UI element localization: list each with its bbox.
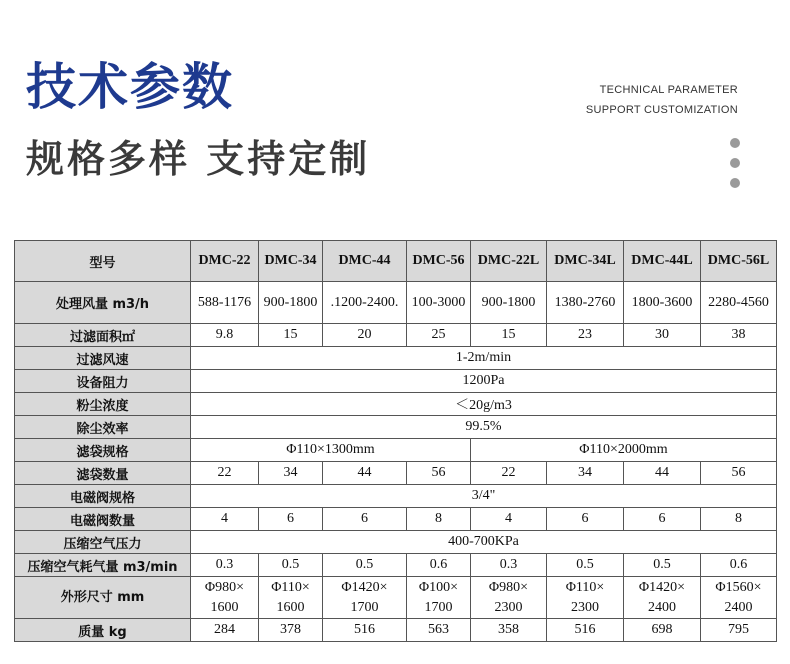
table-cell: 378 [259, 619, 323, 642]
merged-cell: 99.5% [191, 416, 777, 439]
table-cell: 0.5 [547, 554, 624, 577]
table-cell: 56 [701, 462, 777, 485]
table-cell: 563 [407, 619, 471, 642]
dimension-line-2: 2300 [494, 599, 523, 615]
table-cell: 795 [701, 619, 777, 642]
table-row [15, 619, 777, 642]
table-cell: 1800-3600 [624, 282, 701, 324]
model-cell: DMC-56L [701, 241, 777, 282]
table-cell: 2280-4560 [701, 282, 777, 324]
table-row [15, 554, 777, 577]
dimension-line-1: Φ980× [204, 579, 245, 595]
table-cell: 15 [471, 324, 547, 347]
table-cell [701, 577, 777, 619]
table-row [15, 577, 777, 619]
model-cell: DMC-34 [259, 241, 323, 282]
table-cell: 0.5 [259, 554, 323, 577]
table-cell: 358 [471, 619, 547, 642]
merged-cell: ＜20g/m3 [191, 393, 777, 416]
table-row [15, 370, 777, 393]
table-cell: 698 [624, 619, 701, 642]
row-label: 设备阻力 [15, 370, 191, 393]
row-label: 处理风量 m3/h [15, 282, 191, 324]
table-row [15, 508, 777, 531]
merged-cell: 400-700KPa [191, 531, 777, 554]
dimension-line-2: 1600 [210, 599, 239, 615]
table-cell [471, 577, 547, 619]
table-cell: 8 [407, 508, 471, 531]
table-cell: 900-1800 [259, 282, 323, 324]
table-row [15, 485, 777, 508]
row-label: 滤袋规格 [15, 439, 191, 462]
dimension-line-2: 1600 [276, 599, 305, 615]
row-label: 电磁阀数量 [15, 508, 191, 531]
table-cell: 6 [259, 508, 323, 531]
dimension-line-1: Φ1560× [715, 579, 762, 595]
vertical-dots-icon [730, 138, 742, 198]
dimension-line-2: 1700 [350, 599, 379, 615]
dot-icon [730, 158, 740, 168]
dimension-line-2: 2300 [571, 599, 599, 615]
row-label: 外形尺寸 mm [15, 577, 191, 619]
table-cell: 0.6 [407, 554, 471, 577]
dimension-line-2: 1700 [424, 599, 453, 615]
table-cell [624, 577, 701, 619]
row-label: 滤袋数量 [15, 462, 191, 485]
table-cell: 0.5 [323, 554, 407, 577]
table-cell [323, 577, 407, 619]
table-cell: 38 [701, 324, 777, 347]
table-row [15, 282, 777, 324]
table-row [15, 439, 777, 462]
table-cell: 44 [323, 462, 407, 485]
table-cell: 30 [624, 324, 701, 347]
table-cell: 516 [547, 619, 624, 642]
row-label: 过滤面积㎡ [15, 324, 191, 347]
merged-cell: Φ110×2000mm [471, 439, 777, 462]
table-cell [547, 577, 624, 619]
dot-icon [730, 138, 740, 148]
page-title: 技术参数 [26, 58, 234, 116]
english-title: TECHNICAL PARAMETER [599, 84, 738, 96]
table-cell: 9.8 [191, 324, 259, 347]
dimension-line-2: 2400 [724, 599, 753, 615]
table-cell: .1200-2400. [323, 282, 407, 324]
dot-icon [730, 178, 740, 188]
table-row [15, 324, 777, 347]
dimension-line-1: Φ1420× [638, 579, 686, 595]
table-cell: 4 [191, 508, 259, 531]
table-cell: 4 [471, 508, 547, 531]
table-cell: 516 [323, 619, 407, 642]
table-cell: 22 [471, 462, 547, 485]
english-subtitle: SUPPORT CUSTOMIZATION [585, 104, 738, 116]
table-cell: 6 [323, 508, 407, 531]
model-cell: DMC-44L [624, 241, 701, 282]
table-cell: 25 [407, 324, 471, 347]
table-cell: 0.3 [471, 554, 547, 577]
table-cell: 23 [547, 324, 624, 347]
dimension-line-1: Φ1420× [341, 579, 388, 595]
merged-cell: Φ110×1300mm [191, 439, 471, 462]
table-row [15, 462, 777, 485]
merged-cell: 3/4" [191, 485, 777, 508]
dimension-line-2: 2400 [648, 599, 676, 615]
table-cell: 6 [624, 508, 701, 531]
model-cell: DMC-22 [191, 241, 259, 282]
table-cell: 34 [259, 462, 323, 485]
table-cell: 44 [624, 462, 701, 485]
table-cell: 900-1800 [471, 282, 547, 324]
row-label: 过滤风速 [15, 347, 191, 370]
merged-cell: 1200Pa [191, 370, 777, 393]
row-label: 除尘效率 [15, 416, 191, 439]
table-cell: 34 [547, 462, 624, 485]
model-cell: DMC-56 [407, 241, 471, 282]
table-cell: 100-3000 [407, 282, 471, 324]
row-label: 质量 kg [15, 619, 191, 642]
table-row [15, 416, 777, 439]
table-cell: 0.3 [191, 554, 259, 577]
merged-cell: 1-2m/min [191, 347, 777, 370]
table-cell: 284 [191, 619, 259, 642]
row-label: 压缩空气耗气量 m3/min [15, 554, 191, 577]
row-label: 压缩空气压力 [15, 531, 191, 554]
table-row [15, 393, 777, 416]
table-cell: 1380-2760 [547, 282, 624, 324]
model-cell: DMC-34L [547, 241, 624, 282]
table-cell [259, 577, 323, 619]
table-cell: 0.5 [624, 554, 701, 577]
table-cell: 56 [407, 462, 471, 485]
model-cell: DMC-44 [323, 241, 407, 282]
table-cell: 8 [701, 508, 777, 531]
header-label-cell: 型号 [15, 241, 191, 282]
table-cell: 6 [547, 508, 624, 531]
row-label: 粉尘浓度 [15, 393, 191, 416]
table-cell: 0.6 [701, 554, 777, 577]
table-row [15, 531, 777, 554]
table-cell [191, 577, 259, 619]
table-cell [407, 577, 471, 619]
dimension-line-1: Φ110× [271, 579, 310, 595]
dimension-line-1: Φ980× [488, 579, 529, 595]
table-cell: 22 [191, 462, 259, 485]
table-row [15, 347, 777, 370]
table-cell: 588-1176 [191, 282, 259, 324]
table-cell: 15 [259, 324, 323, 347]
spec-table [14, 240, 777, 642]
dimension-line-1: Φ110× [565, 579, 605, 595]
row-label: 电磁阀规格 [15, 485, 191, 508]
page-subtitle: 规格多样 支持定制 [26, 137, 371, 181]
dimension-line-1: Φ100× [418, 579, 459, 595]
header-row [15, 241, 777, 282]
model-cell: DMC-22L [471, 241, 547, 282]
table-cell: 20 [323, 324, 407, 347]
